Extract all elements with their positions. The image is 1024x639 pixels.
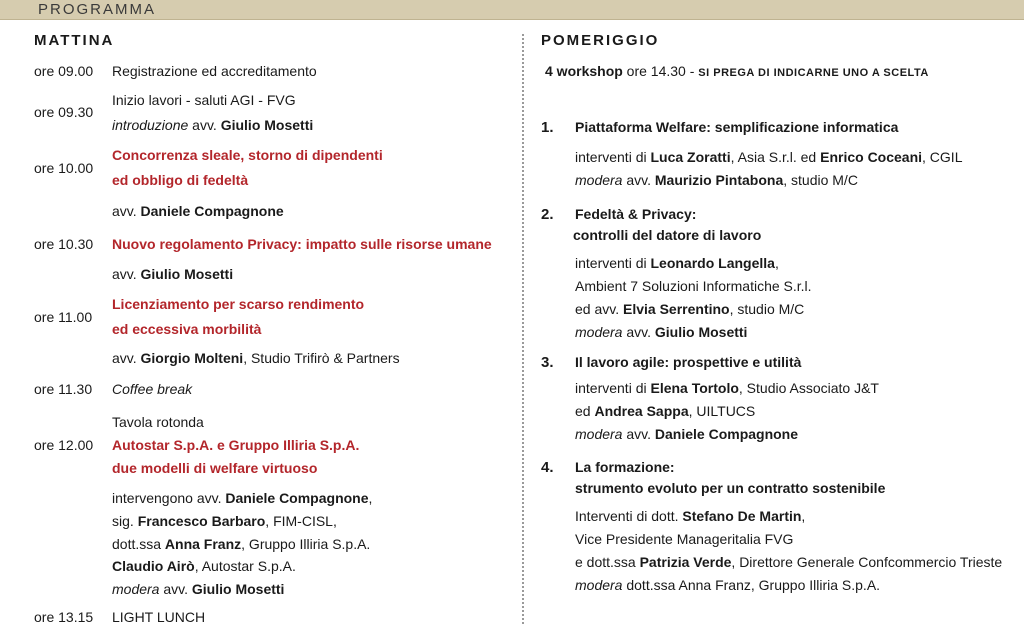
introduction: introduzione avv. Giulio Mosetti [112, 117, 314, 133]
panel-line-2: sig. Francesco Barbaro, FIM-CISL, [112, 513, 337, 529]
opening: Inizio lavori - saluti AGI - FVG [112, 92, 296, 108]
workshop-2-company: Ambient 7 Soluzioni Informatiche S.r.l. [575, 278, 812, 294]
light-lunch: LIGHT LUNCH [112, 609, 206, 625]
header-label: PROGRAMMA [38, 1, 157, 18]
workshop-4-role: Vice Presidente Manageritalia FVG [575, 531, 794, 547]
time-1200: ore 12.00 [34, 437, 94, 453]
workshop-2-title-line2: controlli del datore di lavoro [573, 227, 762, 243]
talk-autostar-line2: due modelli di welfare virtuoso [112, 460, 318, 476]
panel-line-3: dott.ssa Anna Franz, Gruppo Illiria S.p.A. [112, 536, 371, 552]
time-1130: ore 11.30 [34, 381, 93, 397]
time-1315: ore 13.15 [34, 609, 94, 625]
header-bar [0, 0, 1024, 20]
time-0900: ore 09.00 [34, 63, 94, 79]
workshop-2-moderator: modera avv. Giulio Mosetti [575, 324, 748, 340]
round-table: Tavola rotonda [112, 414, 204, 430]
speaker-compagnone: avv. Daniele Compagnone [112, 203, 284, 219]
workshop-2-title-line1: Fedeltà & Privacy: [575, 206, 697, 222]
workshop-2-speaker-1: interventi di Leonardo Langella, [575, 255, 779, 271]
workshop-4-title-line2: strumento evoluto per un contratto sostenibile [575, 480, 886, 496]
workshop-1-speakers: interventi di Luca Zoratti, Asia S.r.l. ed Enrico Coceani, CGIL [575, 149, 963, 165]
talk-privacy: Nuovo regolamento Privacy: impatto sulle risorse umane [112, 236, 492, 252]
workshop-3-number: 3. [541, 354, 554, 371]
time-1000: ore 10.00 [34, 160, 94, 176]
workshop-4-speaker-2: e dott.ssa Patrizia Verde, Direttore Generale Confcommercio Trieste [575, 554, 1003, 570]
time-1030: ore 10.30 [34, 236, 94, 252]
workshop-2-speaker-2: ed avv. Elvia Serrentino, studio M/C [575, 301, 805, 317]
workshop-4-number: 4. [541, 459, 554, 476]
panel-line-1: intervengono avv. Daniele Compagnone, [112, 490, 373, 506]
workshop-3-speaker-1: interventi di Elena Tortolo, Studio Associato J&T [575, 380, 879, 396]
talk-licenziamento-line2: ed eccessiva morbilità [112, 321, 262, 337]
time-1100: ore 11.00 [34, 309, 93, 325]
talk-licenziamento-line1: Licenziamento per scarso rendimento [112, 296, 365, 312]
speaker-molteni: avv. Giorgio Molteni, Studio Trifirò & Partners [112, 350, 400, 366]
workshop-4-title-line1: La formazione: [575, 459, 675, 475]
workshop-4-speaker-1: Interventi di dott. Stefano De Martin, [575, 508, 806, 524]
panel-line-4: Claudio Airò, Autostar S.p.A. [112, 558, 296, 574]
afternoon-title: POMERIGGIO [541, 32, 660, 49]
talk-concorrenza-line2: ed obbligo di fedeltà [112, 172, 249, 188]
morning-title: MATTINA [34, 32, 115, 49]
workshop-1-title: Piattaforma Welfare: semplificazione informatica [575, 119, 899, 135]
speaker-mosetti: avv. Giulio Mosetti [112, 266, 234, 282]
workshop-3-title: Il lavoro agile: prospettive e utilità [575, 354, 802, 370]
workshop-3-moderator: modera avv. Daniele Compagnone [575, 426, 799, 442]
workshop-intro: 4 workshop ore 14.30 - SI PREGA DI INDICARNE UNO A SCELTA [545, 63, 929, 79]
registration: Registrazione ed accreditamento [112, 63, 317, 79]
workshop-1-number: 1. [541, 119, 554, 136]
workshop-2-number: 2. [541, 206, 554, 223]
workshop-1-moderator: modera avv. Maurizio Pintabona, studio M/C [575, 172, 858, 188]
coffee-break: Coffee break [112, 381, 193, 397]
column-divider [522, 34, 524, 624]
panel-line-5: modera avv. Giulio Mosetti [112, 581, 285, 597]
time-0930: ore 09.30 [34, 104, 94, 120]
talk-concorrenza-line1: Concorrenza sleale, storno di dipendenti [112, 147, 383, 163]
talk-autostar-line1: Autostar S.p.A. e Gruppo Illiria S.p.A. [112, 437, 360, 453]
workshop-3-speaker-2: ed Andrea Sappa, UILTUCS [575, 403, 756, 419]
workshop-4-moderator: modera dott.ssa Anna Franz, Gruppo Illiria S.p.A. [575, 577, 881, 593]
